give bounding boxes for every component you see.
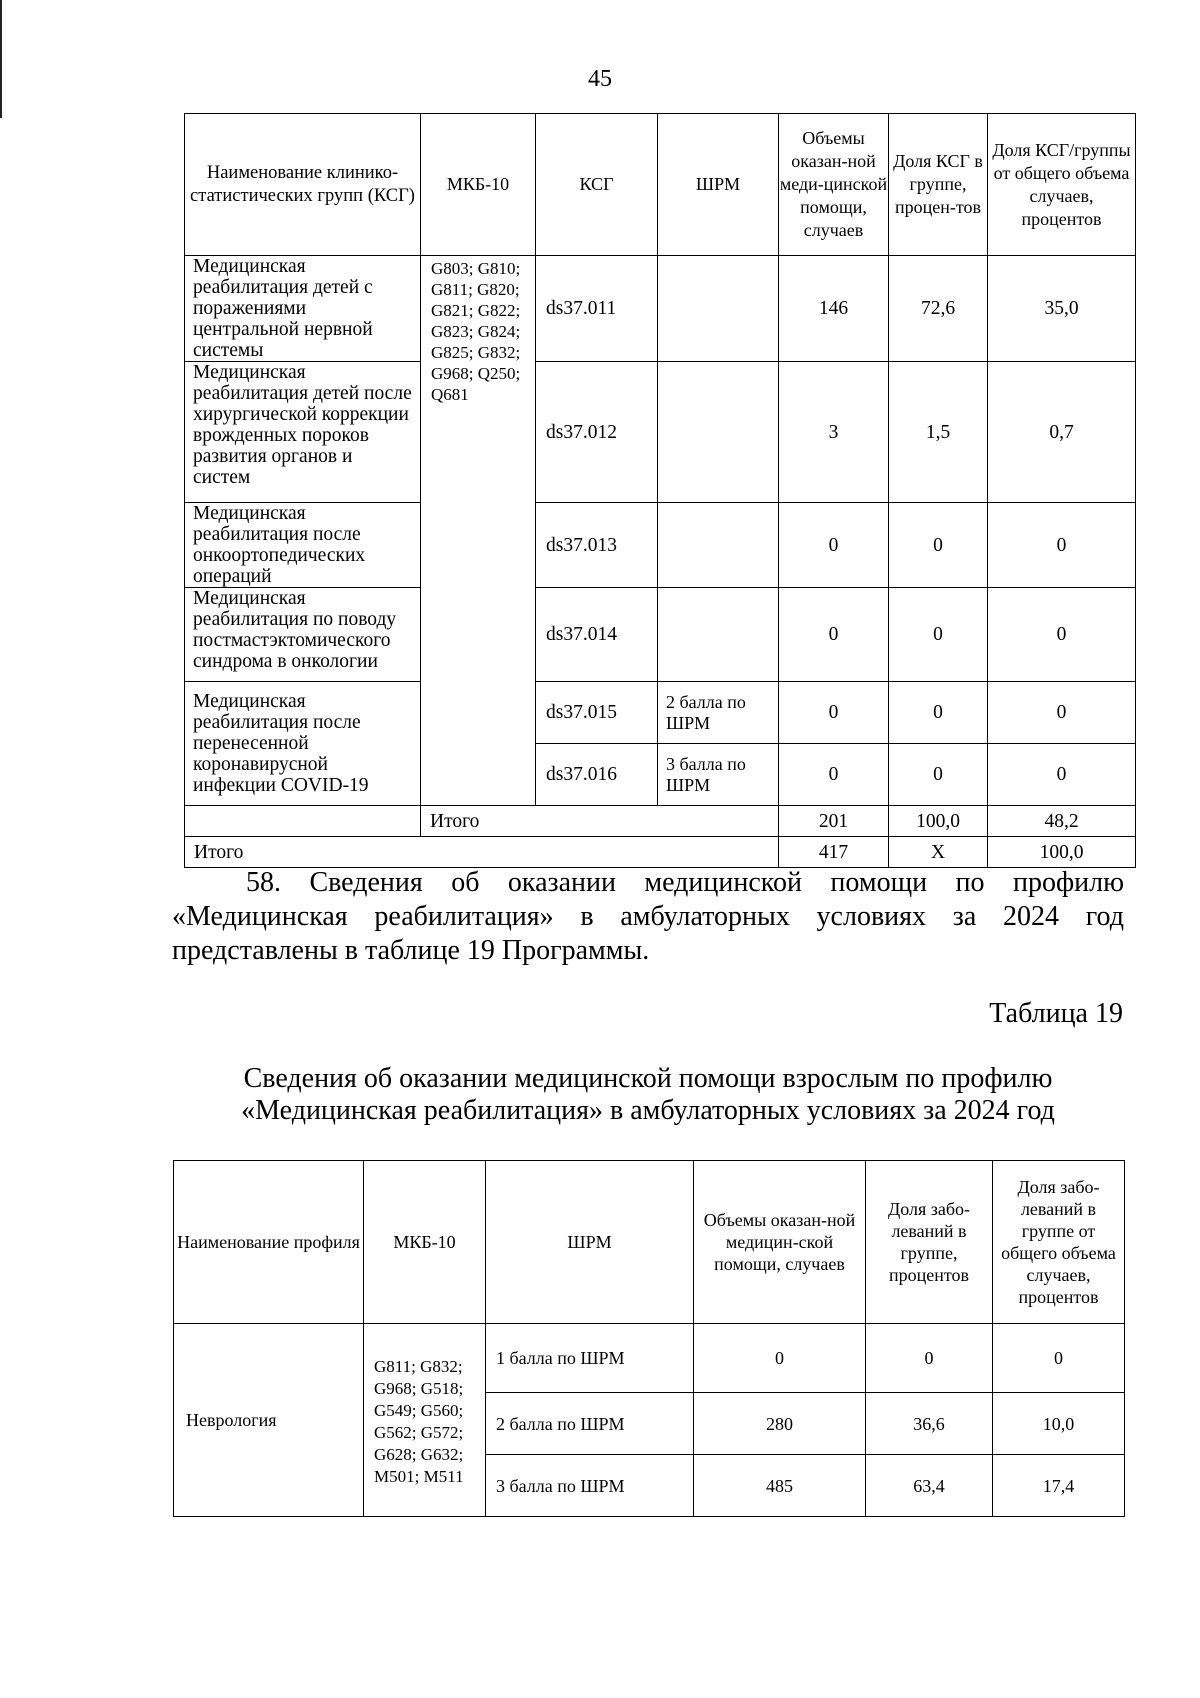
- header-shrm: ШРМ: [486, 1161, 694, 1324]
- shrm-value: 2 балла по ШРМ: [486, 1393, 694, 1455]
- share-group-value: 1,5: [889, 362, 988, 503]
- total-share-total: 100,0: [988, 837, 1136, 868]
- ksg-name: Медицинская реабилитация детей с поражениями центральной нервной системы: [185, 256, 421, 362]
- share-group-value: 0: [866, 1324, 993, 1393]
- table-row: [174, 1324, 1125, 1393]
- volume-value: 0: [694, 1324, 866, 1393]
- share-total-value: 17,4: [993, 1455, 1125, 1517]
- subtotal-volume: 201: [779, 806, 889, 837]
- share-group-value: 36,6: [866, 1393, 993, 1455]
- shrm-value: 3 балла по ШРМ: [658, 744, 779, 806]
- share-group-value: 63,4: [866, 1455, 993, 1517]
- total-volume: 417: [779, 837, 889, 868]
- header-shrm: ШРМ: [658, 114, 779, 256]
- header-mkb10: МКБ-10: [421, 114, 536, 256]
- volume-value: 0: [779, 588, 889, 682]
- profile-name: Неврология: [174, 1324, 364, 1517]
- table-row: [185, 256, 1136, 362]
- ksg-code: ds37.013: [536, 503, 658, 588]
- shrm-value: [658, 362, 779, 503]
- table-row: [185, 503, 1136, 588]
- share-total-value: 0: [988, 588, 1136, 682]
- volume-value: 0: [779, 744, 889, 806]
- header-ksg: КСГ: [536, 114, 658, 256]
- ksg-name: Медицинская реабилитация детей после хирургической коррекции врожденных пороков развития органов и систем: [185, 362, 421, 503]
- share-group-value: 0: [889, 503, 988, 588]
- subtotal-label: Итого: [421, 806, 779, 837]
- table-19: [173, 1160, 1125, 1517]
- volume-value: 0: [779, 503, 889, 588]
- shrm-value: [658, 256, 779, 362]
- ksg-code: ds37.014: [536, 588, 658, 682]
- volume-value: 146: [779, 256, 889, 362]
- ksg-table: [184, 113, 1136, 868]
- table-19-label: Таблица 19: [989, 998, 1123, 1029]
- share-total-value: 10,0: [993, 1393, 1125, 1455]
- share-total-value: 0: [993, 1324, 1125, 1393]
- volume-value: 485: [694, 1455, 866, 1517]
- ksg-name: Медицинская реабилитация после перенесенной коронавирусной инфекции COVID-19: [185, 682, 421, 806]
- share-group-value: 0: [889, 588, 988, 682]
- table-row: [185, 588, 1136, 682]
- ksg-code: ds37.016: [536, 744, 658, 806]
- mkb-codes: G803; G810; G811; G820; G821; G822; G823; G824; G825; G832; G968; Q250; Q681: [421, 256, 536, 806]
- header-share-total: Доля забо-леваний в группе от общего объема случаев, процентов: [993, 1161, 1125, 1324]
- header-volume: Объемы оказан-ной меди-цинской помощи, случаев: [779, 114, 889, 256]
- shrm-value: [658, 503, 779, 588]
- paragraph-58: 58. Сведения об оказании медицинской помощи по профилю «Медицинская реабилитация» в амбулаторных условиях за 2024 год представлены в таблице 19 Программы.: [172, 867, 1124, 966]
- share-total-value: 35,0: [988, 256, 1136, 362]
- subtotal-share-total: 48,2: [988, 806, 1136, 837]
- total-share-group: Х: [889, 837, 988, 868]
- table-row: [185, 682, 1136, 744]
- subtotal-share-group: 100,0: [889, 806, 988, 837]
- header-ksg-name: Наименование клинико-статистических групп (КСГ): [185, 114, 421, 256]
- volume-value: 280: [694, 1393, 866, 1455]
- scan-edge-line: [0, 0, 2, 118]
- ksg-name: Медицинская реабилитация после онкоортопедических операций: [185, 503, 421, 588]
- header-share-total: Доля КСГ/группы от общего объема случаев, процентов: [988, 114, 1136, 256]
- share-group-value: 0: [889, 682, 988, 744]
- total-label: Итого: [185, 837, 779, 868]
- subtotal-row: [185, 806, 1136, 837]
- header-volume: Объемы оказан-ной медицин-ской помощи, случаев: [694, 1161, 866, 1324]
- mkb-codes: G811; G832; G968; G518; G549; G560; G562; G572; G628; G632; M501; M511: [364, 1324, 486, 1517]
- shrm-value: 1 балла по ШРМ: [486, 1324, 694, 1393]
- header-mkb10: МКБ-10: [364, 1161, 486, 1324]
- ksg-code: ds37.011: [536, 256, 658, 362]
- share-total-value: 0: [988, 503, 1136, 588]
- shrm-value: [658, 588, 779, 682]
- volume-value: 3: [779, 362, 889, 503]
- ksg-name: Медицинская реабилитация по поводу постмастэктомического синдрома в онкологии: [185, 588, 421, 682]
- table-row: [185, 362, 1136, 503]
- shrm-value: 3 балла по ШРМ: [486, 1455, 694, 1517]
- ksg-code: ds37.012: [536, 362, 658, 503]
- share-total-value: 0,7: [988, 362, 1136, 503]
- page-number: 45: [588, 66, 612, 92]
- header-share-group: Доля КСГ в группе, процен-тов: [889, 114, 988, 256]
- share-group-value: 72,6: [889, 256, 988, 362]
- table-19-title: Сведения об оказании медицинской помощи взрослым по профилю «Медицинская реабилитация» в амбулаторных условиях за 2024 год: [241, 1063, 1055, 1126]
- shrm-value: 2 балла по ШРМ: [658, 682, 779, 744]
- header-profile: Наименование профиля: [174, 1161, 364, 1324]
- share-total-value: 0: [988, 744, 1136, 806]
- header-share-group: Доля забо-леваний в группе, процентов: [866, 1161, 993, 1324]
- ksg-code: ds37.015: [536, 682, 658, 744]
- volume-value: 0: [779, 682, 889, 744]
- share-group-value: 0: [889, 744, 988, 806]
- share-total-value: 0: [988, 682, 1136, 744]
- total-row: [185, 837, 1136, 868]
